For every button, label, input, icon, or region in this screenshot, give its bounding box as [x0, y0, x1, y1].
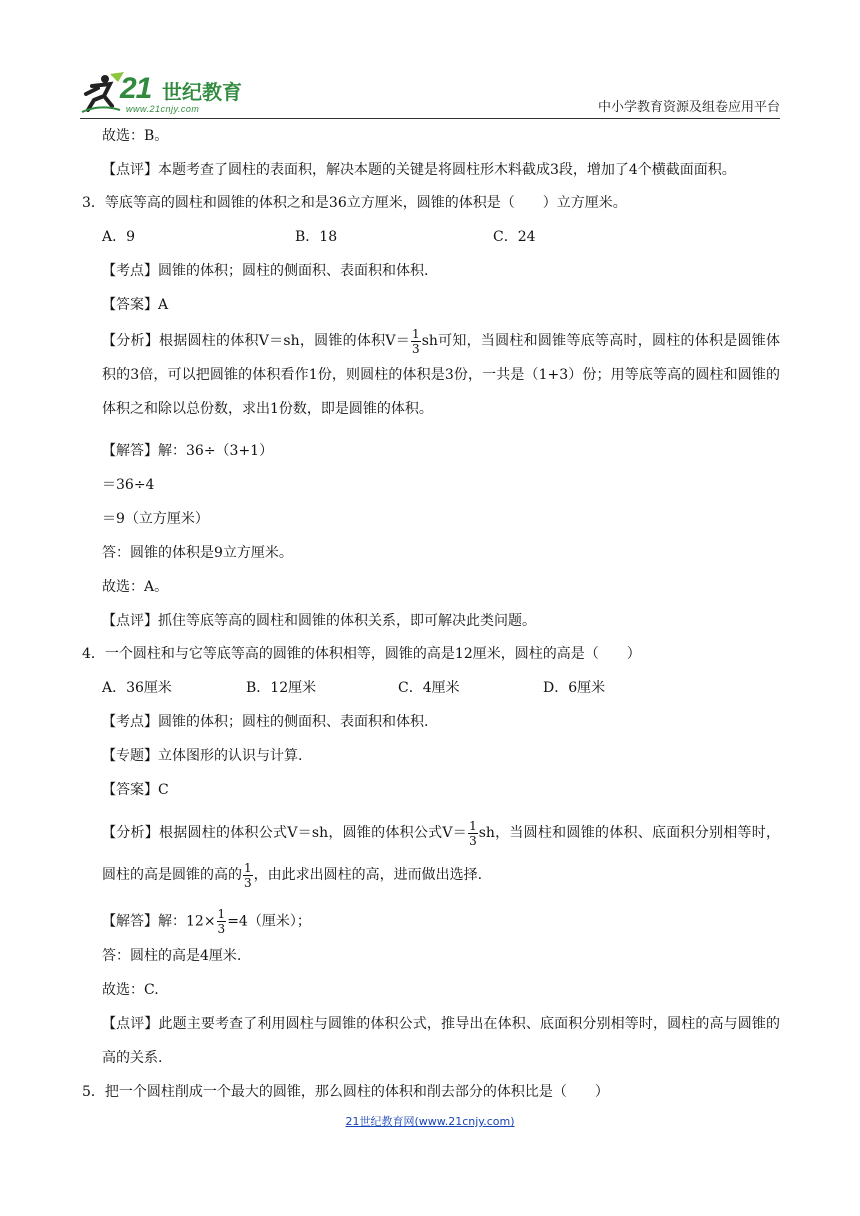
q4-option-a: A．36厘米 — [102, 680, 172, 696]
site-logo — [80, 66, 270, 118]
question-3: 3．等底等高的圆柱和圆锥的体积之和是36立方厘米，圆锥的体积是（ ）立方厘米。 — [82, 195, 627, 211]
q4-answer: 【答案】C — [102, 782, 169, 798]
logo-url: www.21cnjy.com — [126, 104, 200, 114]
q3-review: 【点评】抓住等底等高的圆柱和圆锥的体积关系，即可解决此类问题。 — [102, 613, 536, 629]
logo-chinese: 世纪教育 — [162, 80, 242, 104]
q4-analysis: 【分析】根据圆柱的体积公式V＝sh，圆锥的体积公式V＝ $\frac{1}{3}$ sh，当圆柱和圆锥的体积、底面积分别相等时，圆柱的高是圆锥的高的 $\frac{1}{3}$ ，由此求出圆柱的高，进而做出选择. — [102, 818, 781, 890]
question-5: 5．把一个圆柱削成一个最大的圆锥，那么圆柱的体积和削去部分的体积比是（ ） — [82, 1084, 609, 1100]
q3-option-c: C．24 — [493, 229, 536, 245]
q4-option-d: D．6厘米 — [543, 680, 606, 696]
fraction: $\frac{1}{3}$ — [217, 907, 226, 936]
q3-solve-3: ＝9（立方厘米） — [102, 511, 209, 527]
fraction: $\frac{1}{3}$ — [244, 860, 252, 890]
q4-option-b: B．12厘米 — [246, 680, 317, 696]
fraction: $\frac{1}{3}$ — [469, 818, 477, 848]
q3-choice: 故选：A。 — [102, 579, 169, 595]
q4-choice: 故选：C. — [102, 982, 159, 998]
q4-kaodian: 【考点】圆锥的体积；圆柱的侧面积、表面积和体积. — [102, 714, 429, 730]
q3-option-a: A．9 — [102, 229, 136, 245]
q3-kaodian: 【考点】圆锥的体积；圆柱的侧面积、表面积和体积. — [102, 263, 429, 279]
q3-solve-1: 【解答】解：36÷（3+1） — [102, 443, 274, 459]
review-line: 【点评】本题考查了圆柱的表面积，解决本题的关键是将圆柱形木料截成3段，增加了4个横截面面积。 — [102, 162, 736, 178]
question-4: 4．一个圆柱和与它等底等高的圆锥的体积相等，圆锥的高是12厘米，圆柱的高是（ ） — [82, 646, 641, 662]
platform-title: 中小学教育资源及组卷应用平台 — [597, 100, 780, 115]
q3-reply: 答：圆锥的体积是9立方厘米。 — [102, 545, 293, 561]
choice-line: 故选：B。 — [102, 128, 169, 144]
q3-answer: 【答案】A — [102, 297, 169, 313]
q3-analysis: 【分析】根据圆柱的体积V＝sh，圆锥的体积V＝ $\frac{1}{3}$ sh可知，当圆柱和圆锥等底等高时，圆柱的体积是圆锥体积的3倍，可以把圆锥的体积看作1份，则圆柱的体积是3份，一共是（1+3）份；用等底等高的圆柱和圆锥的体积之和除以总份数，求出1份数，即是圆锥的体积。 — [102, 326, 781, 417]
q4-topic: 【专题】立体图形的认识与计算. — [102, 748, 303, 764]
fraction: $\frac{1}{3}$ — [412, 326, 420, 356]
q4-solve: 【解答】解：12× $\frac{1}{3}$ =4（厘米）； — [102, 907, 311, 936]
q4-review: 【点评】此题主要考查了利用圆柱与圆锥的体积公式，推导出在体积、底面积分别相等时，圆柱的高与圆锥的高的关系. — [102, 1016, 780, 1066]
footer-link[interactable]: 21世纪教育网(www.21cnjy.com) — [345, 1115, 515, 1128]
page-header — [80, 66, 780, 120]
q4-reply: 答：圆柱的高是4厘米. — [102, 948, 242, 964]
q3-solve-2: ＝36÷4 — [102, 477, 155, 493]
logo-number: 21 — [120, 72, 152, 105]
q3-option-b: B．18 — [295, 229, 338, 245]
header-divider — [80, 118, 780, 119]
q4-option-c: C．4厘米 — [398, 680, 460, 696]
